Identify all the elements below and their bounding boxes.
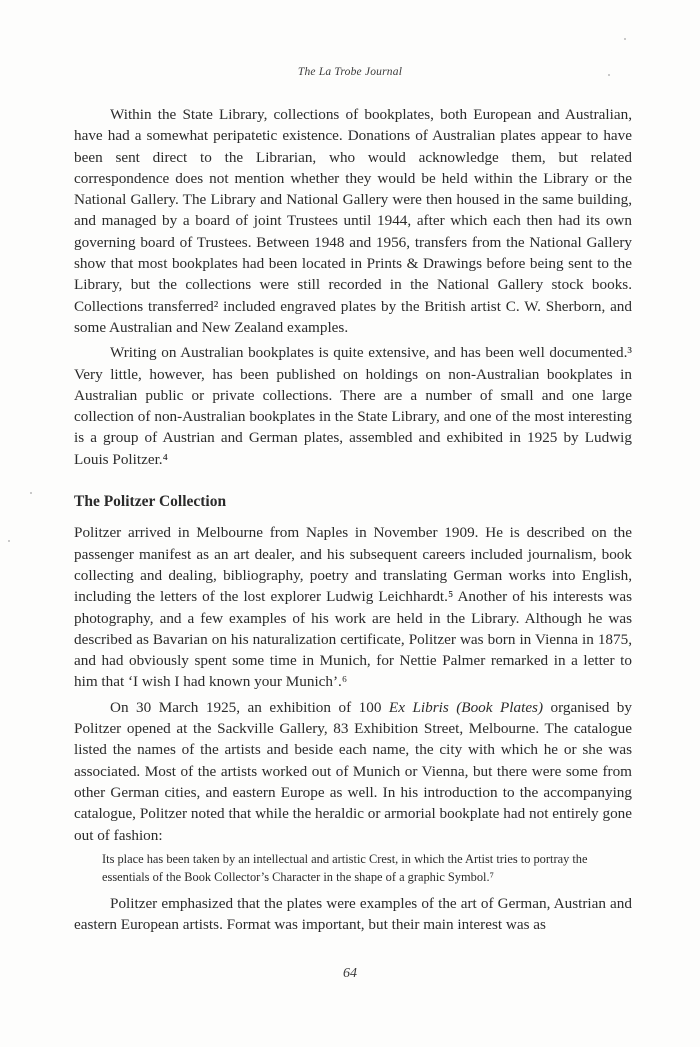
scan-speck xyxy=(8,540,10,542)
paragraph-exhibition xyxy=(74,697,632,846)
running-header: The La Trobe Journal xyxy=(297,66,403,78)
block-quote: Its place has been taken by an intellectual and artistic Crest, in which the Artist tries to portray the essentials of the Book Collector’s Character in the shape of a graphic Symbol.⁷ xyxy=(102,851,588,885)
page-number: 64 xyxy=(343,966,357,981)
article-body xyxy=(74,104,632,939)
scan-speck xyxy=(30,492,32,494)
exhibition-title: Ex Libris (Book Plates) xyxy=(388,698,544,716)
paragraph-writing-on-bookplates: Writing on Australian bookplates is quite extensive, and has been well documented.³ Very little, however, has been published on holdings on non-Australian bookplates in Australian public or private collections. There are a number of small and one large collection of non-Australian bookplates in the State Library, and one of the most interesting is a group of Austrian and German plates, assembled and exhibited in 1925 by Ludwig Louis Politzer.⁴ xyxy=(74,344,632,468)
section-heading: The Politzer Collection xyxy=(74,493,227,511)
scan-speck xyxy=(624,38,626,40)
exhibition-text-start: On 30 March 1925, an exhibition of 100 xyxy=(110,698,389,716)
scan-speck xyxy=(608,74,610,76)
exhibition-text-rest: organised by Politzer opened at the Sackville Gallery, 83 Exhibition Street, Melbourne. The catalogue listed the names of the artists and beside each name, the city with which he or she was associated. Most of the artists worked out of Munich or Vienna, but there were some from other German cities, and eastern Europe as well. In his introduction to the accompanying catalogue, Politzer noted that while the heraldic or armorial bookplate had not entirely gone out of fashion: xyxy=(74,698,632,844)
paragraph-politzer-arrival: Politzer arrived in Melbourne from Naples in November 1909. He is described on the passenger manifest as an art dealer, and his subsequent careers included journalism, book collecting and dealing, bibliography, poetry and translating German works into English, including the letters of the lost explorer Ludwig Leichhardt.⁵ Another of his interests was photography, and a few examples of his work are held in the Library. Although he was described as Bavarian on his naturalization certificate, Politzer was born in Vienna in 1875, and had obviously spent some time in Munich, for Nettie Palmer remarked in a letter to him that ‘I wish I had known your Munich’.⁶ xyxy=(74,524,632,691)
paragraph-bookplate-collections: Within the State Library, collections of bookplates, both European and Australian, have had a somewhat peripatetic existence. Donations of Australian plates appear to have been sent direct to the Librarian, who would acknowledge them, but related correspondence does not mention whether they would be held within the Library or the National Gallery. The Library and National Gallery were then housed in the same building, and managed by a board of joint Trustees until 1944, after which each then had its own governing board of Trustees. Between 1948 and 1956, transfers from the National Gallery show that most bookplates had been located in Prints & Drawings before being sent to the Library, but the collections were still recorded in the National Gallery stock books. Collections transferred² included engraved plates by the British artist C. W. Sherborn, and some Australian and New Zealand examples. xyxy=(74,106,632,336)
paragraph-politzer-emphasis: Politzer emphasized that the plates were examples of the art of German, Austrian and eastern European artists. Format was important, but their main interest was as xyxy=(74,894,632,934)
